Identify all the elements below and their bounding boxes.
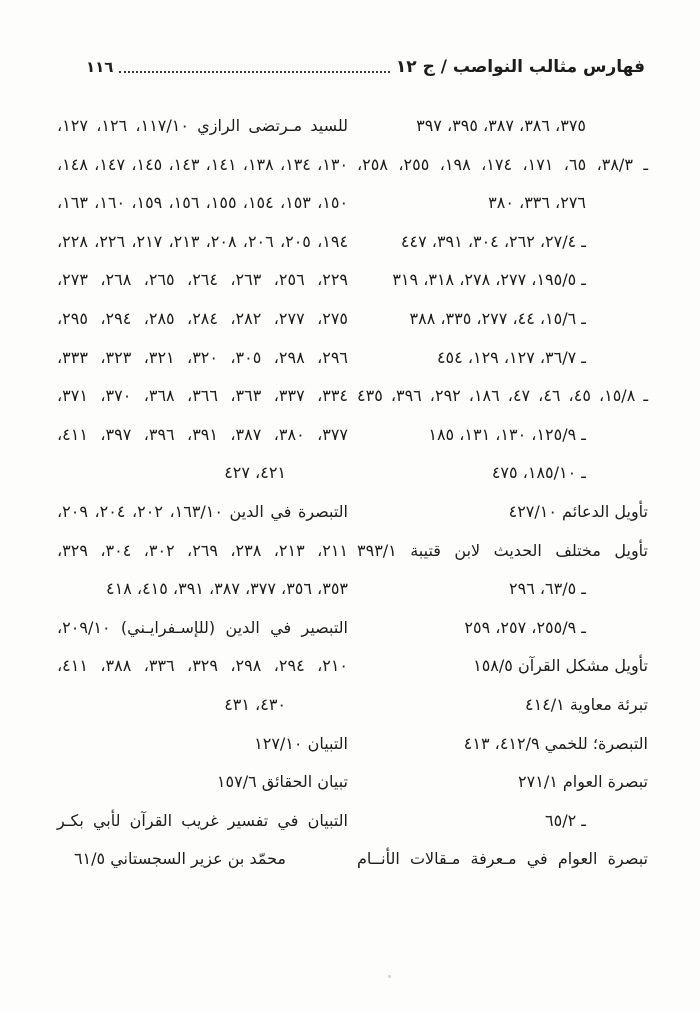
index-column-right [357,107,648,879]
index-line: ـ ٦٣/٥، ٢٩٦ [509,579,586,599]
index-line: ـ ٣٨/٣، ٦٥، ١٧١، ١٧٤، ١٩٨، ٢٥٥، ٢٥٨، [357,154,649,174]
index-line: ـ ١٢٥/٩، ١٣٠، ١٣١، ١٨٥ [428,424,586,444]
index-line: ٣٧٥، ٣٨٦، ٣٨٧، ٣٩٥، ٣٩٧ [416,116,586,135]
index-line: ٢٢٩، ٢٥٦، ٢٦٣، ٢٦٤، ٢٦٥، ٢٦٨، ٢٧٣، [57,270,349,290]
index-line: ـ ٦٥/٢ [545,810,586,830]
index-line: ١٩٤، ٢٠٥، ٢٠٦، ٢٠٨، ٢١٣، ٢١٧، ٢٢٦، ٢٢٨، [57,231,349,251]
index-line: تأويل مختلف الحديث لابن قتيبة ٣٩٣/١ [357,540,648,560]
index-line: محمّد بن عزير السجستاني ٦١/٥ [73,849,286,869]
index-line: ٣٣٤، ٣٣٧، ٣٦٣، ٣٦٦، ٣٦٨، ٣٧٠، ٣٧١، [57,386,349,406]
page-number: ١١٦ [86,58,114,76]
index-line: تأويل مشكل القرآن ١٥٨/٥ [473,656,648,676]
index-line: ٢١٠، ٢٩٤، ٢٩٨، ٣٢٩، ٣٣٦، ٣٨٨، ٤١١، [57,656,349,676]
index-line: للسيد مـرتضى الرازي ١١٧/١٠، ١٢٦، ١٢٧، [57,116,349,135]
index-line: ٣٥٣، ٣٥٦، ٣٧٧، ٣٨٧، ٣٩١، ٤١٥، ٤١٨ [106,579,348,599]
index-line: التبصرة؛ للخمي ٤١٢/٩، ٤١٣ [463,733,648,753]
index-line: التبيان ١٢٧/١٠ [254,733,348,753]
scan-speck [388,975,391,978]
index-column-left [57,107,348,879]
index-line: التبصرة في الدين ١٦٣/١٠، ٢٠٢، ٢٠٤، ٢٠٩، [57,501,348,521]
index-line: ١٣٠، ١٣٤، ١٣٨، ١٤١، ١٤٣، ١٤٥، ١٤٧، ١٤٨، [57,154,349,174]
index-line: التبصير في الدين (للإسـفرايـني) ٢٠٩/١٠، [57,617,348,637]
index-line: ـ ٢٥٥/٩، ٢٥٧، ٢٥٩ [464,617,586,637]
index-line: ـ ١٥/٨، ٤٥، ٤٦، ٤٧، ١٨٦، ٢٩٢، ٣٩٦، ٤٣٥ [357,386,649,406]
running-head-title: فهارس مثالب النواصب / ج ١٢ [395,57,645,77]
index-line: ٤٣٠، ٤٣١ [224,694,286,714]
index-line: تأويل الدعائم ٤٢٧/١٠ [508,501,648,521]
dot-leader [119,71,389,73]
index-line: ٣٧٧، ٣٨٠، ٣٨٧، ٣٩١، ٣٩٦، ٣٩٧، ٤١١، [57,424,349,444]
index-line: ٢٧٦، ٣٣٦، ٣٨٠ [488,193,586,213]
index-line: التبيان في تفسير غريب القرآن لأبي بكـر [57,810,348,830]
index-line: ٤٢١، ٤٢٧ [224,463,286,483]
index-line: ٢١١، ٢١٣، ٢٣٨، ٢٦٩، ٣٠٢، ٣٠٤، ٣٢٩، [57,540,349,560]
index-line: ـ ١٥/٦، ٤٤، ٢٧٧، ٣٣٥، ٣٨٨ [409,308,586,328]
index-line: ـ ١٨٥/١٠، ٤٧٥ [491,463,586,483]
index-line: ٢٧٥، ٢٧٧، ٢٨٢، ٢٨٤، ٢٨٥، ٢٩٤، ٢٩٥، [57,308,349,328]
index-line: ـ ١٩٥/٥، ٢٧٧، ٢٧٨، ٣١٨، ٣١٩ [392,270,586,290]
index-line: ١٥٠، ١٥٣، ١٥٤، ١٥٥، ١٥٦، ١٥٩، ١٦٠، ١٦٣، [57,193,349,213]
index-line: تبرئة معاوية ٤١٤/١ [525,694,648,714]
index-line: ٢٩٦، ٢٩٨، ٣٠٥، ٣٢٠، ٣٢١، ٣٢٣، ٣٣٣، [57,347,349,367]
index-line: ـ ٣٦/٧، ١٢٧، ١٢٩، ٤٥٤ [436,347,586,367]
index-line: ـ ٢٧/٤، ٢٦٢، ٣٠٤، ٣٩١، ٤٤٧ [400,231,586,251]
index-line: تبيان الحقائق ١٥٧/٦ [216,772,348,792]
index-line: تبصرة العوام في مـعرفة مـقالات الأنــام [357,849,648,869]
index-line: تبصرة العوام ٢٧١/١ [518,772,648,792]
page-header [86,54,645,80]
